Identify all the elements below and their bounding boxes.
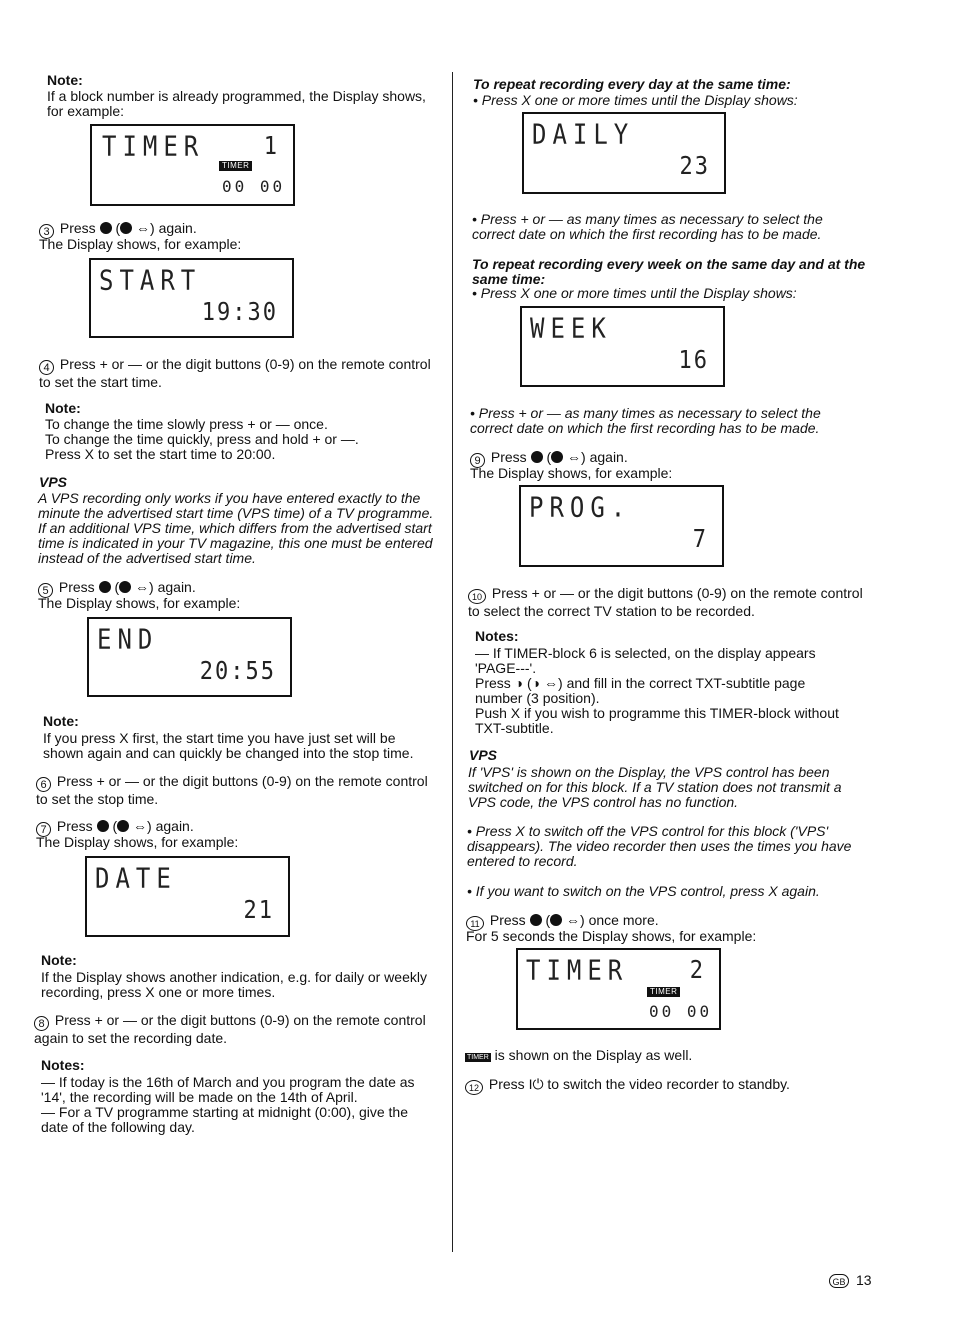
step-number: 11 [466, 916, 484, 931]
lcd-time: 00 00 [649, 1002, 713, 1021]
jog-knob-icon [97, 820, 109, 832]
lcd-number: 2 [689, 956, 705, 985]
note-text: To change the time slowly press + or — once. To change the time quickly, press and hold + or —. Press X to set the start time to 20:00. [45, 416, 359, 462]
vps-text: If 'VPS' is shown on the Display, the VPS control has been switched on for this block. If a TV station does not transmit a VPS code, the VPS control has no function. [468, 764, 842, 810]
notes-heading: Notes: [475, 628, 519, 644]
lcd-display-date [85, 856, 290, 937]
note-heading: Note: [45, 400, 81, 416]
note-text: If the Display shows another indication, e.g. for daily or weekly recording, press X one or more times. [41, 969, 427, 1000]
step-11-sub: For 5 seconds the Display shows, for example: [466, 928, 757, 944]
step-number: 10 [468, 589, 486, 604]
daily-bullet: • Press X one or more times until the Display shows: [473, 92, 798, 108]
timer-badge: TIMER [647, 987, 680, 997]
jog-knob-icon [119, 581, 131, 593]
lcd-display-week [520, 306, 725, 387]
lcd-number: 1 [263, 132, 279, 161]
jog-knob-icon [531, 451, 543, 463]
jog-knob-icon [99, 581, 111, 593]
daily-heading: To repeat recording every day at the same time: [473, 76, 791, 92]
lcd-display-timer [90, 124, 295, 206]
timer-badge: TIMER [219, 161, 252, 171]
lcd-display-timer-2 [516, 948, 721, 1030]
lcd-word: PROG. [529, 490, 632, 524]
step-number: 12 [465, 1080, 483, 1095]
jog-knob-icon [117, 820, 129, 832]
step-number: 7 [36, 822, 51, 837]
lcd-display-start [89, 258, 294, 338]
step-12: 12 Press I⏻ to switch the video recorder to standby. [465, 1077, 790, 1095]
jog-knob-icon [530, 914, 542, 926]
jog-knob-icon [550, 914, 562, 926]
lcd-word: DAILY [532, 117, 635, 151]
step-4: 4 Press + or — or the digit buttons (0-9) on the remote control to set the start time. [39, 356, 431, 390]
lcd-word: END [97, 622, 159, 656]
timer-shown-line: TIMER is shown on the Display as well. [467, 1047, 693, 1063]
notes-heading: Notes: [41, 1057, 85, 1073]
note-heading: Note: [41, 952, 77, 968]
jog-knob-icon [100, 222, 112, 234]
lcd-number: 16 [678, 346, 709, 375]
vps-heading: VPS [469, 747, 498, 763]
step-number: 9 [470, 453, 485, 468]
step-number: 8 [34, 1016, 49, 1031]
step-5-sub: The Display shows, for example: [38, 595, 241, 611]
step-3-sub: The Display shows, for example: [39, 236, 242, 252]
timer-badge: TIMER [467, 1054, 489, 1061]
step-3: 3 Press ( ⇔) again. [39, 221, 197, 239]
step-number: 4 [39, 360, 54, 375]
step-number: 5 [38, 583, 53, 598]
step-9-sub: The Display shows, for example: [470, 465, 673, 481]
note-text: If a block number is already programmed, the Display shows, for example: [47, 88, 426, 119]
lcd-display-end [87, 617, 292, 697]
vps-text: A VPS recording only works if you have entered exactly to the minute the advertised start time (VPS time) of a TV programme. If an additional VPS time, which differs from the advertised start time is indicated in your TV magazine, this one must be entered instead of the advertised start time. [38, 490, 434, 566]
step-5: 5 Press ( ⇔) again. [38, 580, 196, 598]
note-heading: Note: [47, 72, 83, 88]
lcd-word: TIMER [526, 953, 629, 987]
lcd-number: 23 [679, 152, 710, 181]
language-badge: GB [829, 1274, 849, 1288]
note-heading: Note: [43, 713, 79, 729]
lcd-display-prog [519, 485, 724, 567]
jog-knob-icon [120, 222, 132, 234]
step-8: 8 Press + or — or the digit buttons (0-9) on the remote control again to set the recording date. [34, 1012, 426, 1046]
lcd-display-daily [522, 112, 726, 194]
lcd-word: DATE [95, 861, 177, 895]
column-divider [452, 72, 453, 1252]
jog-knob-icon [551, 451, 563, 463]
lcd-word: TIMER [102, 129, 205, 163]
vps-bullet-on: • If you want to switch on the VPS control, press X again. [467, 883, 820, 899]
lcd-word: START [99, 263, 202, 297]
lcd-time: 00 00 [222, 177, 286, 196]
weekly-select-text: • Press + or — as many times as necessary to select the correct date on which the first recording has to be made. [470, 405, 821, 436]
step-number: 3 [39, 224, 54, 239]
step-10: 10 Press + or — or the digit buttons (0-9) on the remote control to select the correct TV station to be recorded. [468, 585, 863, 619]
step-7: 7 Press ( ⇔) again. [36, 819, 194, 837]
lcd-number: 19:30 [201, 298, 278, 327]
weekly-bullet: • Press X one or more times until the Display shows: [472, 285, 797, 301]
step-11: 11 Press ( ⇔) once more. [466, 913, 659, 931]
step-9: 9 Press ( ⇔) again. [470, 450, 628, 468]
notes-text: — If today is the 16th of March and you program the date as '14', the recording will be made on the 14th of April. — For a TV programme starting at midnight (0:00), give the date of the following day. [41, 1074, 415, 1135]
lcd-number: 21 [243, 896, 274, 925]
weekly-heading: To repeat recording every week on the same day and at the same time: [472, 256, 866, 287]
step-6: 6 Press + or — or the digit buttons (0-9) on the remote control to set the stop time. [36, 773, 428, 807]
note-text: If you press X first, the start time you have just set will be shown again and can quickly be changed into the stop time. [43, 730, 414, 761]
vps-bullet-off: • Press X to switch off the VPS control for this block ('VPS' disappears). The video recorder then uses the times you have entered to record. [467, 823, 852, 869]
step-7-sub: The Display shows, for example: [36, 834, 239, 850]
lcd-word: WEEK [530, 311, 612, 345]
daily-select-text: • Press + or — as many times as necessary to select the correct date on which the first recording has to be made. [472, 211, 823, 242]
page-number: 13 [856, 1272, 872, 1288]
notes-text: — If TIMER-block 6 is selected, on the display appears 'PAGE---'. Press ◑ (◑ ⇔) and fill in the correct TXT-subtitle page number (3 position). Push X if you wish to programme this TIMER-block without TXT-subtitle. [475, 645, 839, 736]
step-number: 6 [36, 777, 51, 792]
lcd-number: 20:55 [199, 657, 276, 686]
vps-heading: VPS [39, 474, 68, 490]
lcd-number: 7 [692, 525, 708, 554]
